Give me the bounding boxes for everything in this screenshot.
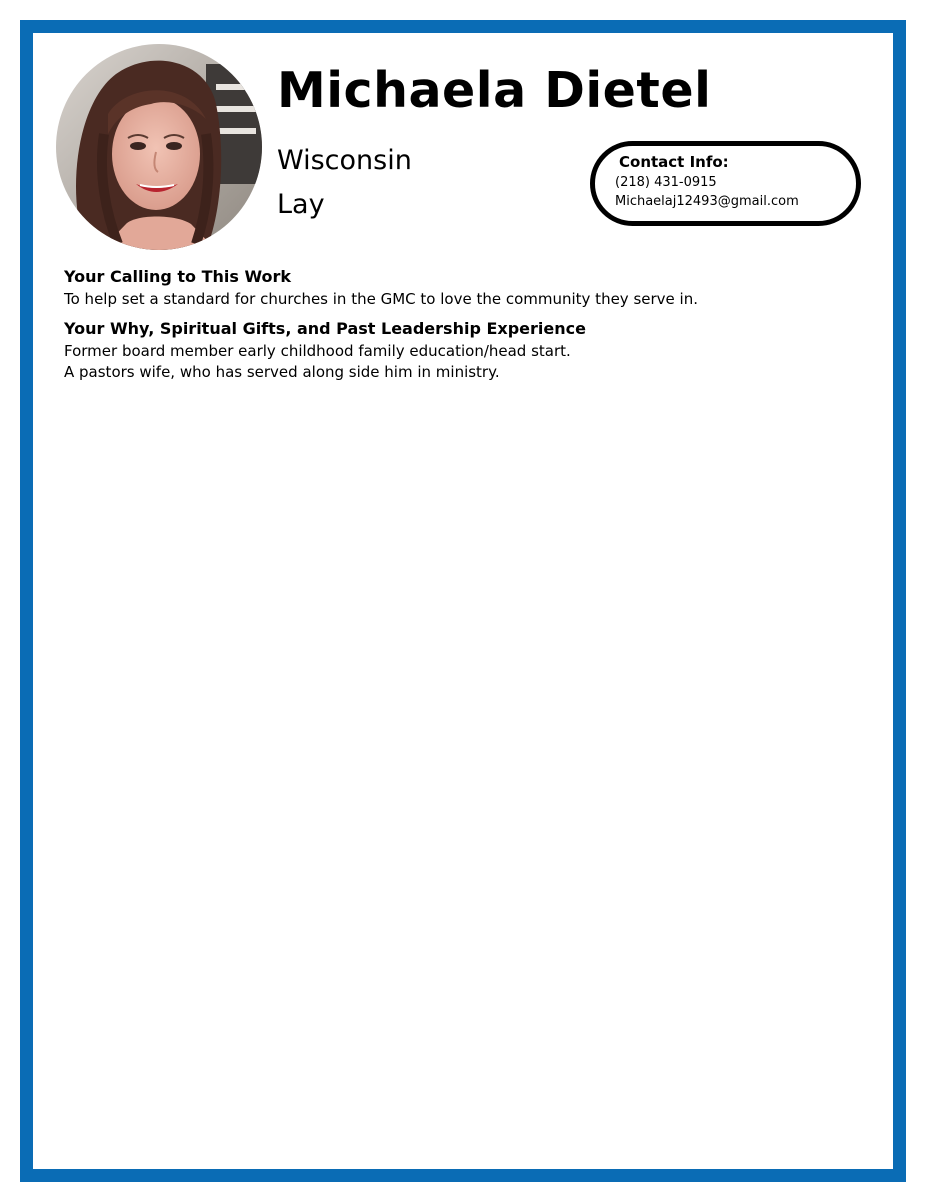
section-text: A pastors wife, who has served along side him in ministry. [64, 363, 500, 382]
section-heading: Your Calling to This Work [64, 267, 292, 286]
contact-title: Contact Info: [619, 153, 729, 171]
avatar-photo-icon [56, 44, 262, 250]
section-calling [64, 268, 864, 310]
avatar [56, 44, 262, 250]
contact-email: Michaelaj12493@gmail.com [615, 194, 799, 209]
profile-role: Lay [277, 189, 325, 220]
section-heading: Your Why, Spiritual Gifts, and Past Leadership Experience [64, 319, 586, 338]
profile-name: Michaela Dietel [277, 62, 712, 119]
contact-info-box [590, 141, 861, 226]
profile-state: Wisconsin [277, 145, 412, 176]
section-why [64, 320, 864, 383]
section-text: To help set a standard for churches in the GMC to love the community they serve in. [64, 290, 698, 309]
contact-phone: (218) 431-0915 [615, 175, 717, 190]
section-text: Former board member early childhood family education/head start. [64, 342, 571, 361]
